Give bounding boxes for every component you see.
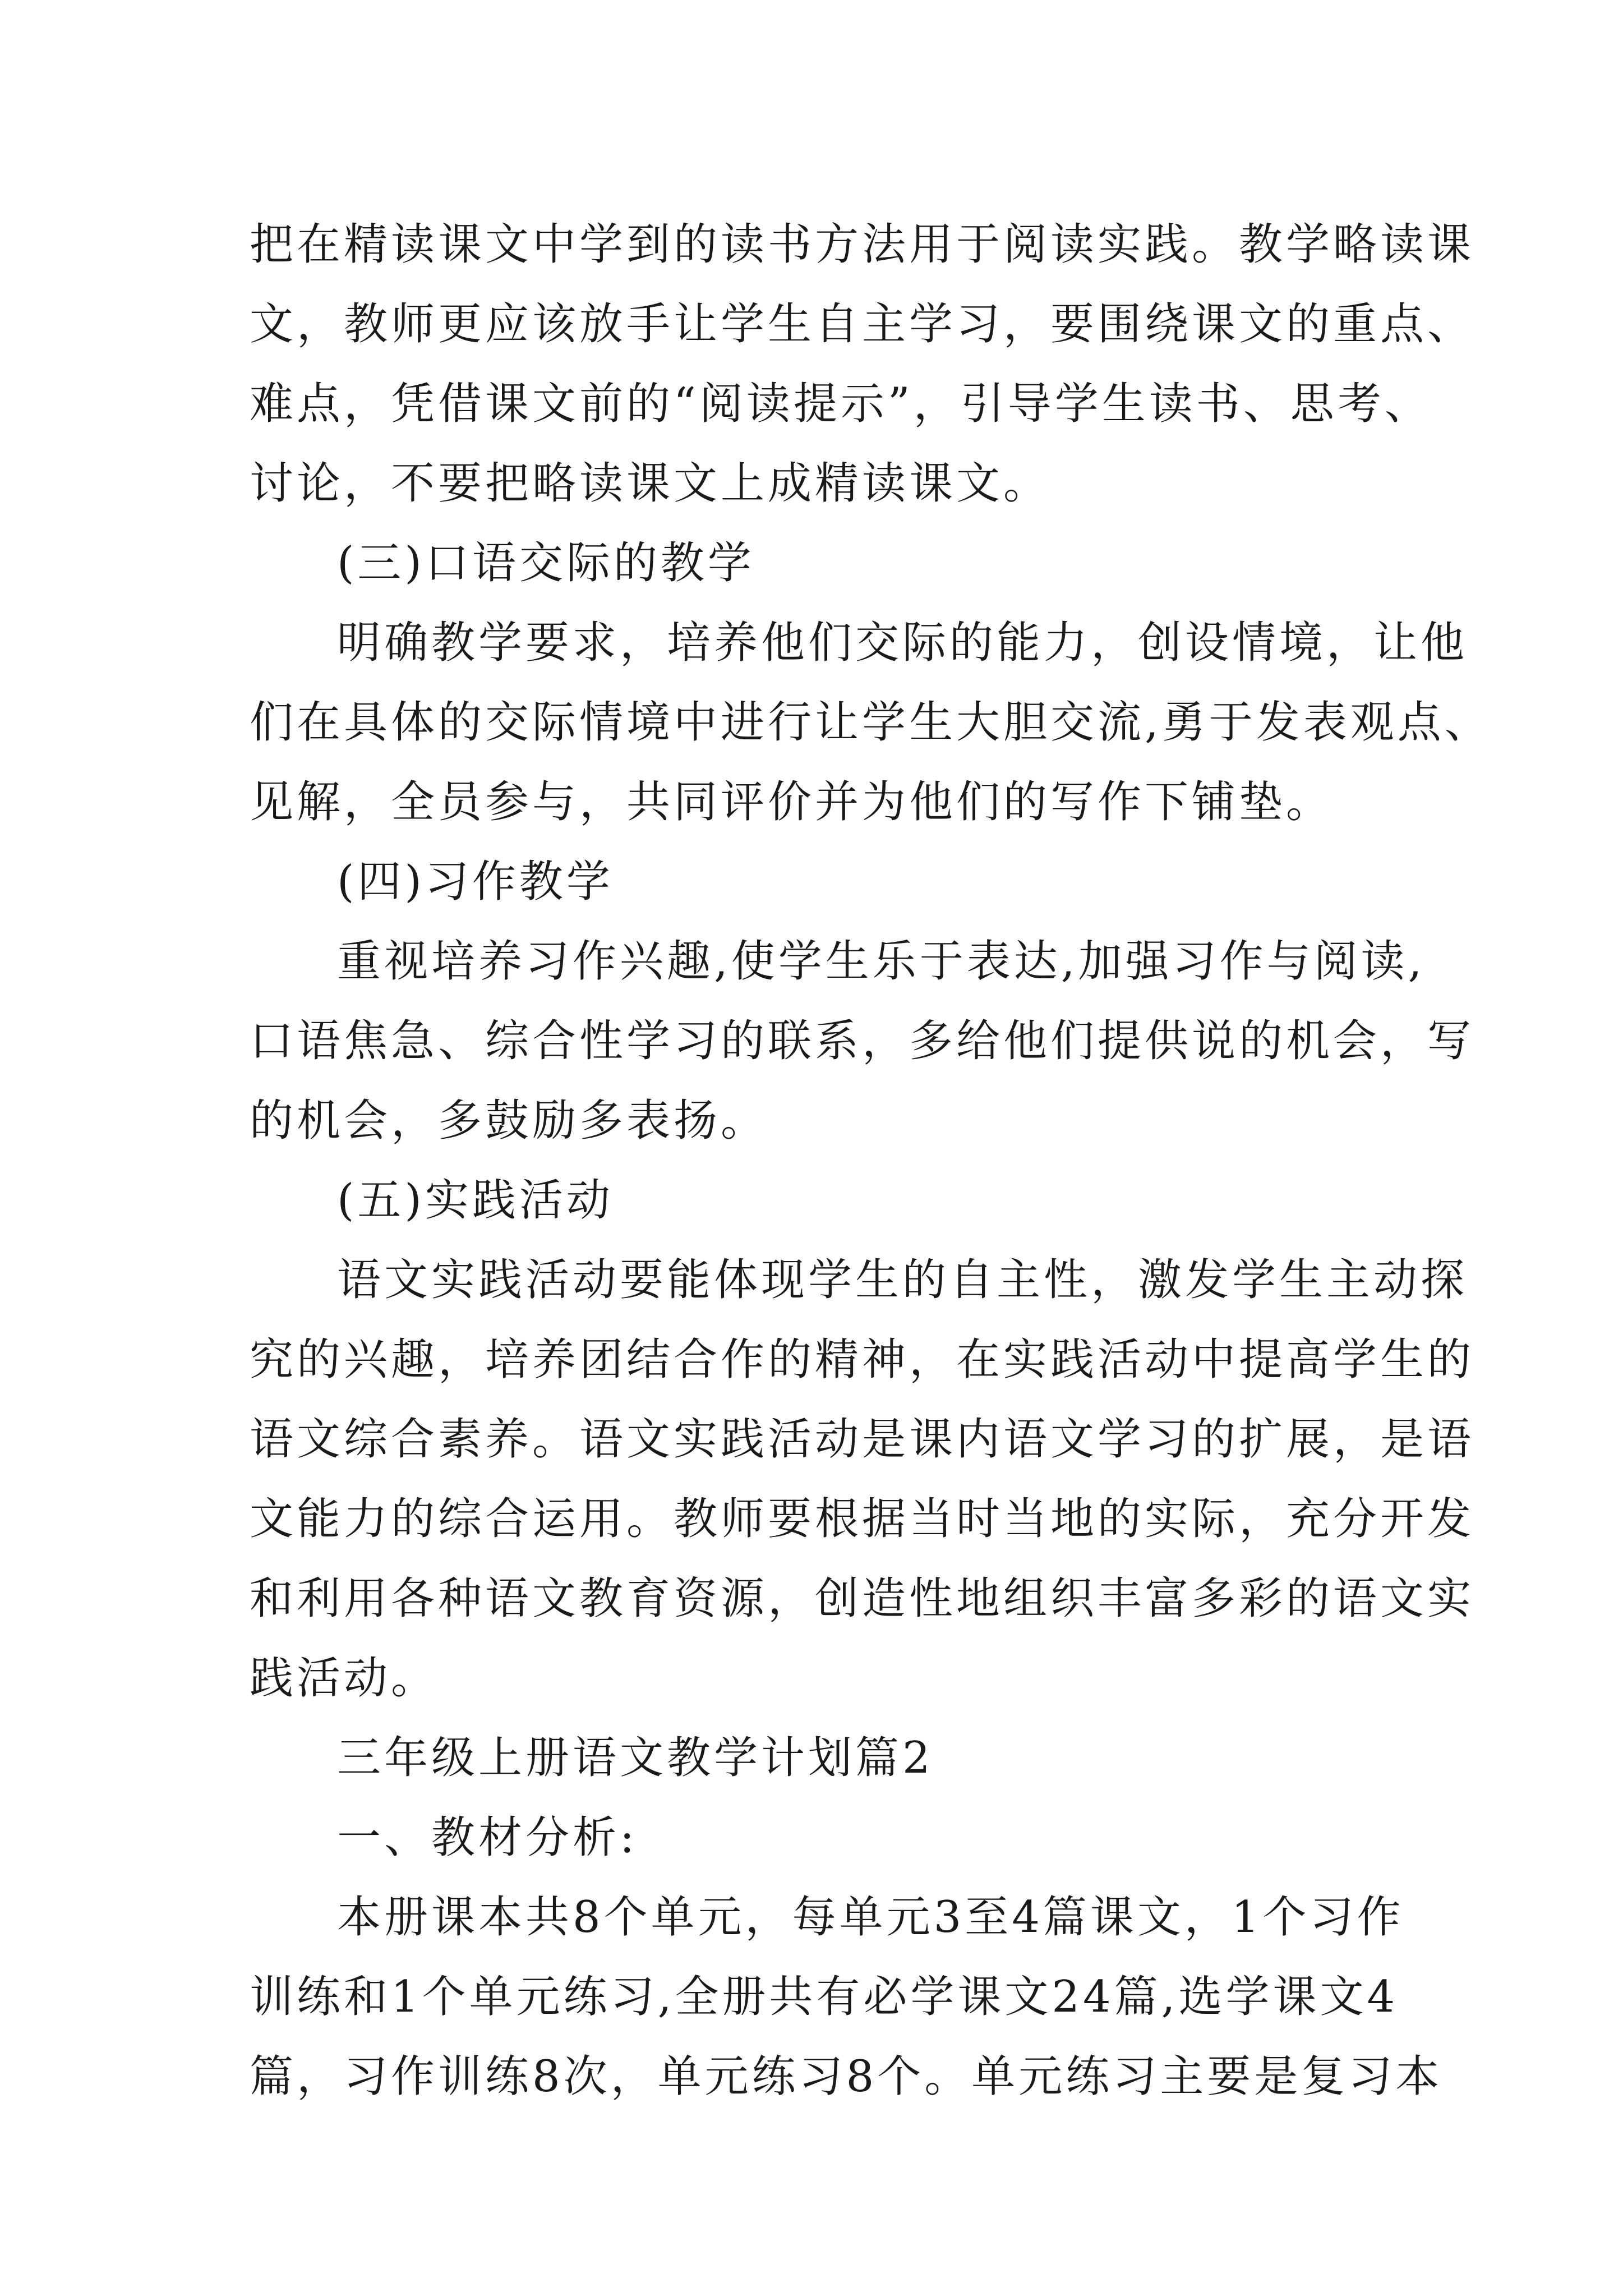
text-line: 践活动。: [250, 1653, 439, 1704]
text-line: 语文综合素养。语文实践活动是课内语文学习的扩展，是语: [250, 1414, 1475, 1465]
text-line: 语文实践活动要能体现学生的自主性，激发学生主动探: [337, 1255, 1468, 1305]
text-line: (四)习作教学: [337, 857, 614, 907]
text-line: 和利用各种语文教育资源，创造性地组织丰富多彩的语文实: [250, 1573, 1475, 1624]
text-line: 三年级上册语文教学计划篇2: [337, 1733, 934, 1783]
text-line: 明确教学要求，培养他们交际的能力，创设情境，让他: [337, 618, 1468, 668]
text-line: 重视培养习作兴趣,使学生乐于表达,加强习作与阅读,: [337, 936, 1426, 987]
text-line: 文能力的综合运用。教师要根据当时当地的实际，充分开发: [250, 1494, 1475, 1544]
text-line: 难点，凭借课文前的“阅读提示”，引导学生读书、思考、: [250, 379, 1432, 429]
text-line: 一、教材分析:: [337, 1812, 638, 1863]
text-line: 训练和1个单元练习,全册共有必学课文24篇,选学课文4: [250, 1972, 1399, 2022]
document-body: [250, 205, 1492, 2116]
text-line: 文，教师更应该放手让学生自主学习，要围绕课文的重点、: [250, 299, 1475, 349]
text-line: 见解，全员参与，共同评价并为他们的写作下铺垫。: [250, 777, 1334, 827]
text-line: 们在具体的交际情境中进行让学生大胆交流,勇于发表观点、: [250, 697, 1492, 748]
text-line: 把在精读课文中学到的读书方法用于阅读实践。教学略读课: [250, 219, 1475, 270]
text-line: 究的兴趣，培养团结合作的精神，在实践活动中提高学生的: [250, 1335, 1475, 1385]
text-line: 的机会，多鼓励多表扬。: [250, 1096, 768, 1146]
text-line: (三)口语交际的教学: [337, 538, 755, 588]
text-line: 篇，习作训练8次，单元练习8个。单元练习主要是复习本: [250, 2051, 1443, 2102]
text-line: 本册课本共8个单元，每单元3至4篇课文，1个习作: [337, 1892, 1404, 1943]
text-line: 讨论，不要把略读课文上成精读课文。: [250, 458, 1051, 509]
text-line: 口语焦急、综合性学习的联系，多给他们提供说的机会，写: [250, 1016, 1475, 1066]
text-line: (五)实践活动: [337, 1175, 614, 1226]
